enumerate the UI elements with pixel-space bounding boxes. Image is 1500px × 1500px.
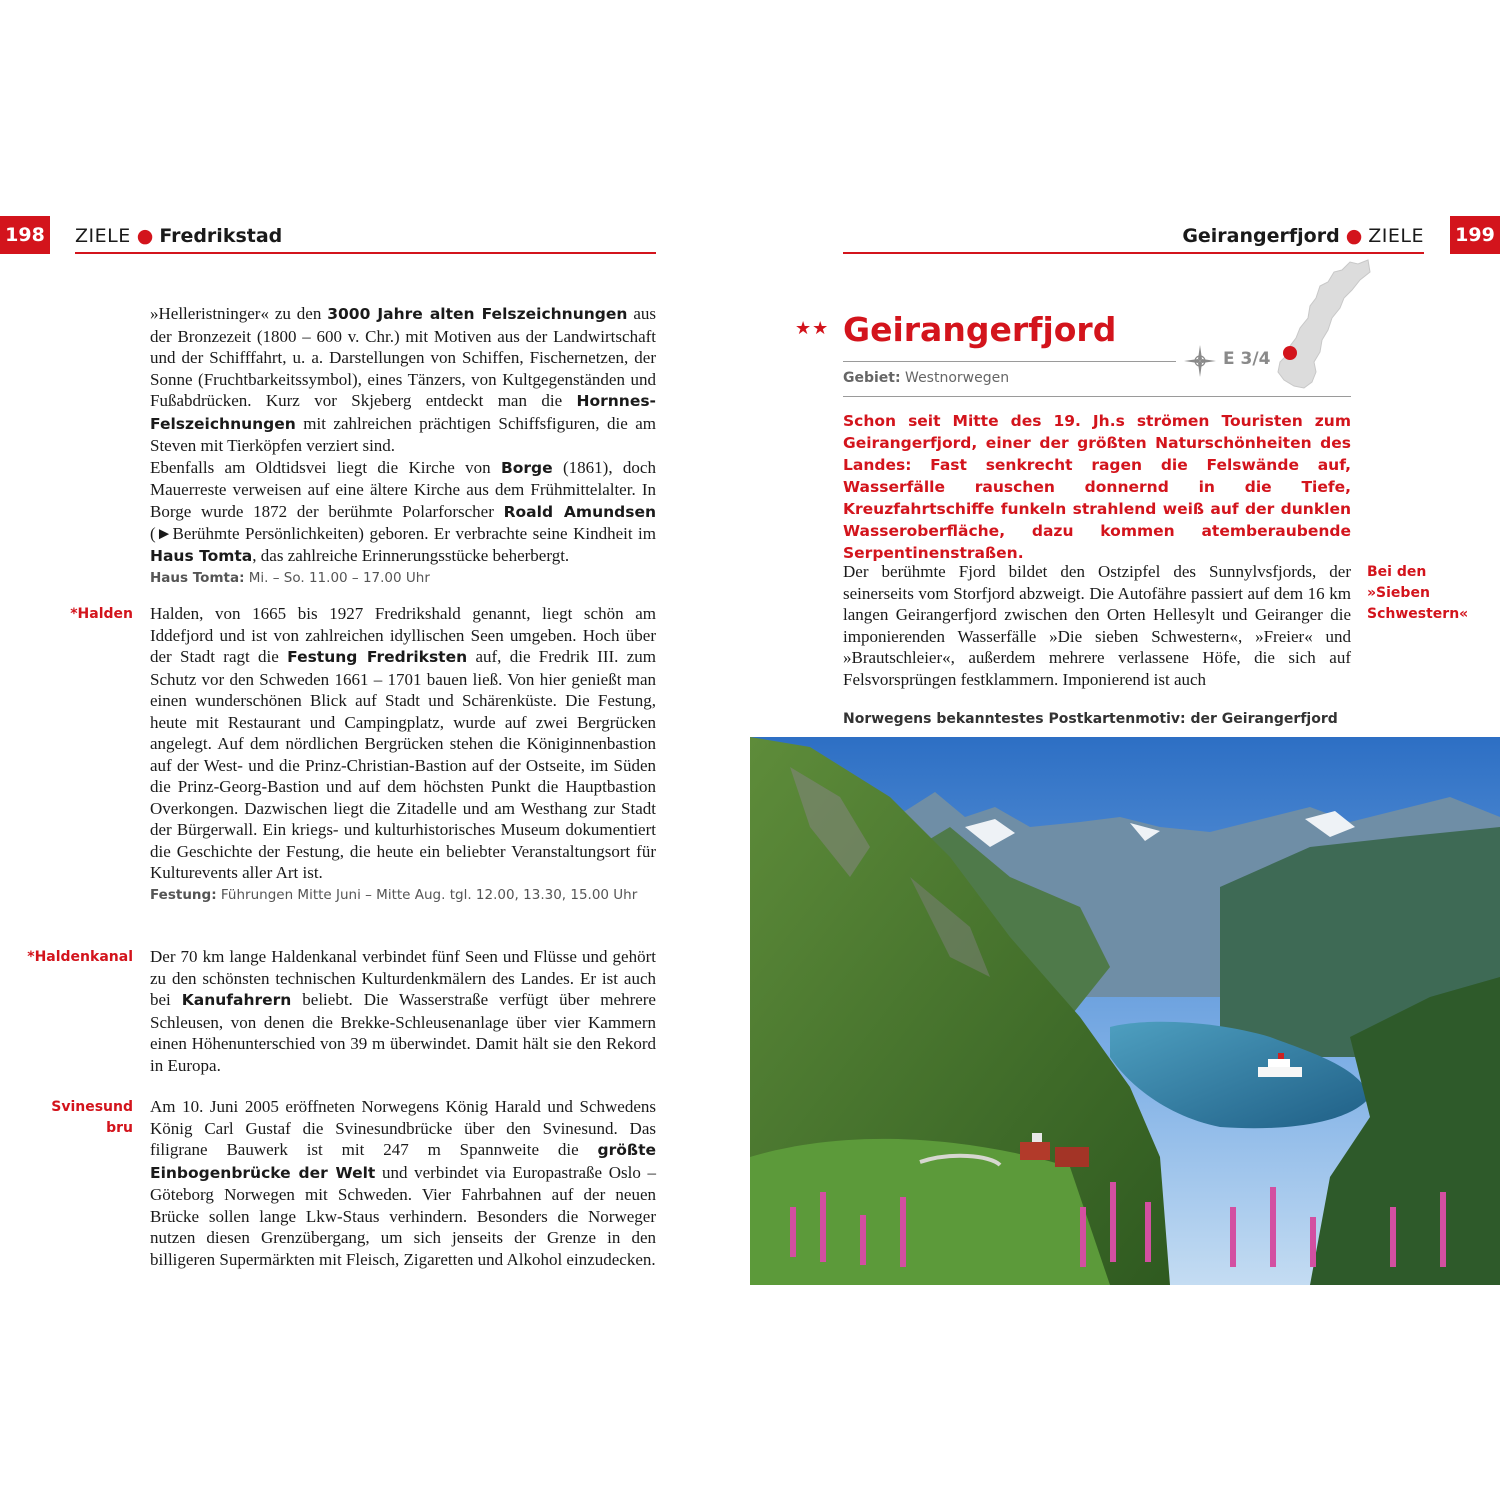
margin-label-line: bru (106, 1120, 133, 1136)
info-haus-tomta (150, 568, 656, 588)
margin-label-halden: *Halden (70, 606, 133, 622)
norway-locator-map-icon (1270, 258, 1375, 398)
text-run: Der 70 km lange Haldenkanal verbindet fünf Seen und Flüsse und gehört zu den schönsten technischen Kulturdenkmälern des Landes. Er ist auch bei (150, 947, 656, 1009)
running-head-left (75, 222, 656, 254)
header-label: ZIELE (75, 225, 131, 247)
title-rule (843, 361, 1176, 362)
header-place: Geirangerfjord (1182, 225, 1340, 247)
text-run: (►Berühmte Persönlichkeiten) geboren. Er verbrachte seine Kindheit im (150, 524, 656, 543)
lead-paragraph: Schon seit Mitte des 19. Jh.s strömen Touristen zum Geirangerfjord, einer der größten Naturschönheiten des Landes: Fast senkrecht ragen die Felswände auf, Wasserfälle rauschen donnernd in die Tiefe, Kreuzfahrtschiffe funkeln strahlend weiß auf der dunklen Wasseroberfläche, dazu kommen atemberaubende Serpentinenstraßen. (843, 412, 1351, 562)
text-bold: Hornnes-Felszeichnungen (150, 392, 656, 433)
margin-label-haldenkanal: *Haldenkanal (27, 949, 133, 965)
body-paragraph: Der berühmte Fjord bildet den Ostzipfel des Sunnylvsfjords, der seinerseits vom Storfjord abzweigt. Die Autofähre passiert auf dem 16 km langen Geirangerfjord zwischen den Orten Hellesylt und Geiranger die imponierenden Wasserfälle »Die sieben Schwestern«, »Freier« und »Brautschleier«, außerdem mehrere verlassene Höfe, die sich auf Felsvorsprüngen festklammern. Imponierend ist auch (843, 562, 1351, 689)
running-head-right (843, 222, 1424, 254)
margin-label-line: Bei den (1367, 564, 1427, 580)
region-value: Westnorwegen (900, 370, 1010, 386)
region-key: Gebiet: (843, 370, 901, 386)
text-run: und verbindet via Europastraße Oslo – Göteborg Norwegen mit Schweden. Vier Fahrbahnen auf der neuen Brücke sollen lange Lkw-Staus verhindern. Besonders die Norweger nutzen diesen Grenzübergang, um sich jenseits der Grenze in den billigeren Supermärkten mit Fleisch, Zigaretten und Alkohol einzudecken. (150, 1162, 657, 1269)
text-run: aus der Bronzezeit (1800 – 600 v. Chr.) mit Motiven aus der Landwirtschaft und der Schifffahrt, u. a. Darstellungen von Schiffen, Fischernetzen, der Sonne (Fruchtbarkeitssymbol), eines Tänzers, von Kultgegenständen und Fußabdrücken. Kurz vor Skjeberg entdeckt man die (150, 304, 656, 410)
text-bold: 3000 Jahre alten Felszeichnungen (327, 305, 628, 323)
paragraph-felszeichnungen (150, 303, 656, 588)
margin-label-line: Schwestern« (1367, 606, 1469, 622)
text-run: Am 10. Juni 2005 eröffneten Norwegens König Harald und Schwedens König Carl Gustaf die Svinesundbrücke über den Svinesund. Das filigrane Bauwerk ist mit 247 m Spannweite die (150, 1097, 656, 1159)
info-value: Mi. – So. 11.00 – 17.00 Uhr (244, 570, 430, 586)
compass-icon (1184, 345, 1216, 377)
text-bold: Borge (500, 458, 553, 477)
text-run: (1861), doch Mauerreste verweisen auf eine ältere Kirche aus dem Frühmittelalter. In Borge wurde 1872 der berühmte Polarforscher (150, 457, 656, 521)
header-bullet: ● (136, 225, 154, 247)
text-bold: Kanufahrern (181, 991, 292, 1009)
rating-stars: ★★ (795, 318, 830, 339)
region-line (843, 370, 1009, 386)
text-run: mit zahlreichen prächtigen Schiffsfiguren, die am Steven mit Tierköpfen verziert sind. (150, 413, 656, 455)
text-run: , das zahlreiche Erinnerungsstücke beherbergt. (252, 545, 570, 565)
text-bold: Roald Amundsen (503, 502, 657, 521)
section-svinesund (150, 1096, 656, 1270)
info-value: Führungen Mitte Juni – Mitte Aug. tgl. 12.00, 13.30, 15.00 Uhr (216, 886, 638, 903)
header-label: ZIELE (1368, 225, 1424, 247)
info-festung (150, 885, 656, 905)
text-run: auf, die Fredrik III. zum Schutz vor den Schweden 1661 – 1701 bauen ließ. Von hier genießt man einen wunderschönen Blick auf Stadt und Schärenküste. Die Festung, heute mit Restaurant und Campingplatz, wurde auf zwei Bergrücken angelegt. Auf dem nördlichen Bergrücken stehen die Königinnenbastion auf der West- und die Prinz-Christian-Bastion auf der Ostseite, im Süden die Prinz-Georg-Bastion und auf dem höchsten Punkt die Hauptbastion Overkongen. Dazwischen liegt die Zitadelle und am Westhang zur Stadt der Bürgerwall. Ein kriegs- und kulturhistorisches Museum dokumentiert die Geschichte der Festung, die heute ein beliebter Veranstaltungsort für Kulturevents aller Art ist. (150, 647, 656, 882)
margin-label-line: »Sieben (1367, 585, 1430, 601)
text-run: »Helleristninger« zu den (150, 304, 328, 323)
text-bold: Festung Fredriksten (287, 648, 468, 666)
section-haldenkanal (150, 946, 656, 1076)
section-title: Geirangerfjord (843, 310, 1117, 349)
header-place: Fredrikstad (159, 225, 283, 247)
text-bold: Haus Tomta (150, 546, 253, 565)
info-key: Festung: (150, 886, 217, 903)
text-run: Halden, von 1665 bis 1927 Fredrikshald genannt, liegt schön am Iddefjord und ist von zahlreichen idyllischen Seen umgeben. Hoch über der Stadt ragt die (150, 604, 656, 666)
margin-label-svinesund (20, 1097, 133, 1139)
page-number-right: 199 (1450, 216, 1500, 254)
header-bullet: ● (1345, 225, 1363, 247)
text-bold: größte Einbogenbrücke der Welt (150, 1141, 656, 1182)
margin-label-line: Svinesund (51, 1099, 133, 1115)
margin-label-sieben-schwestern (1367, 562, 1477, 625)
section-halden (150, 603, 656, 905)
fjord-photo (750, 737, 1500, 1285)
info-key: Haus Tomta: (150, 570, 245, 586)
page-number-left: 198 (0, 216, 50, 254)
map-reference: E 3/4 (1223, 349, 1271, 369)
text-run: beliebt. Die Wasserstraße verfügt über mehrere Schleusen, von denen die Brekke-Schleusenanlage über vier Kammern einen Höhenunterschied von 39 m überwindet. Damit hält sie den Rekord in Europa. (150, 990, 656, 1075)
text-run: Ebenfalls am Oldtidsvei liegt die Kirche von (150, 457, 501, 477)
photo-caption: Norwegens bekanntestes Postkartenmotiv: der Geirangerfjord (843, 711, 1338, 727)
